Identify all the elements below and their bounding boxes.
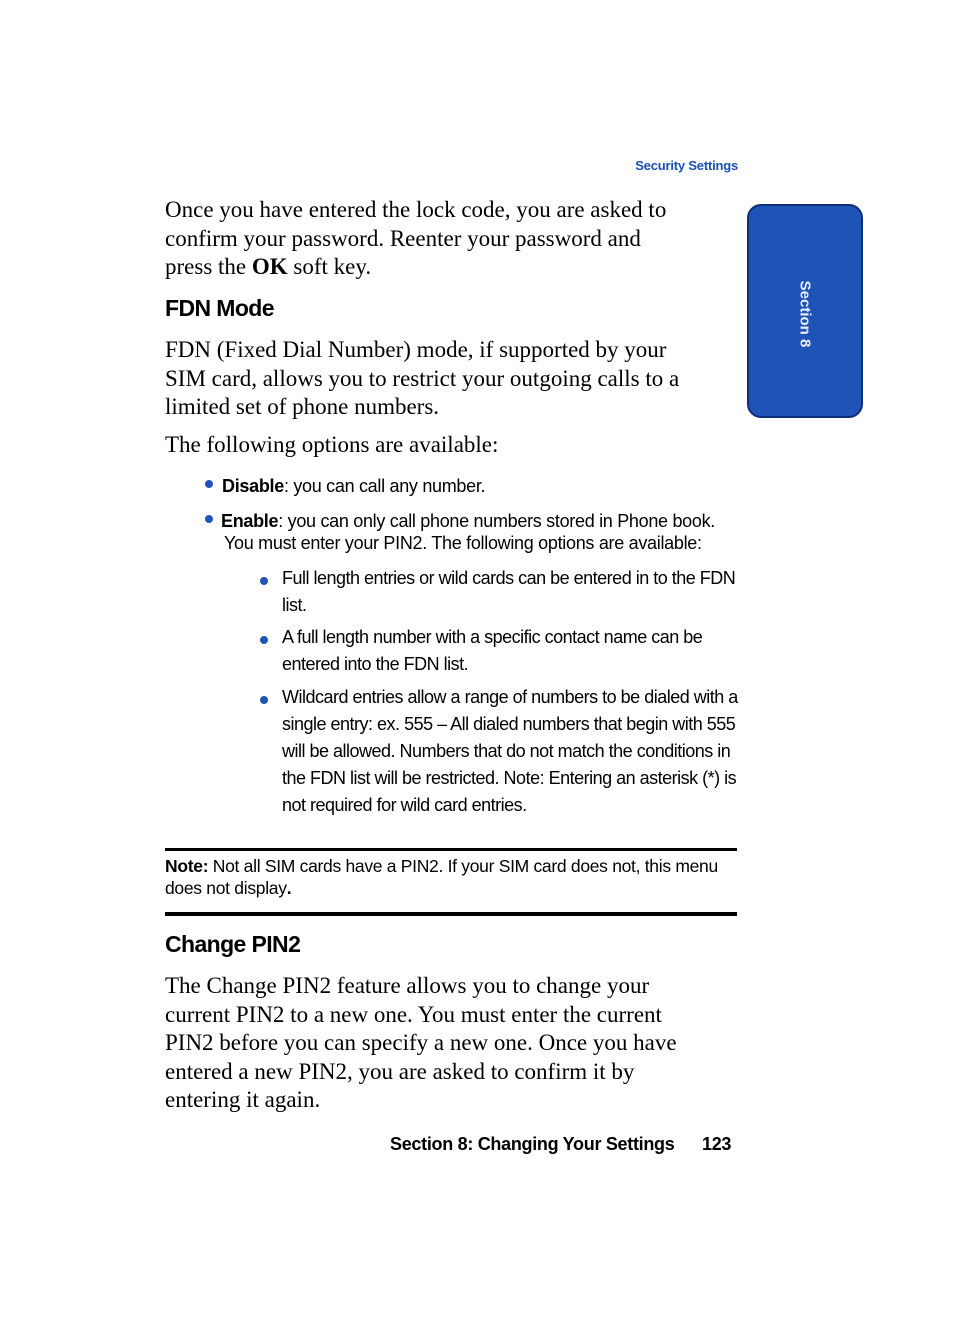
sub-item — [282, 624, 742, 678]
enable-line — [221, 510, 751, 532]
note-line — [165, 877, 737, 899]
sub-item — [282, 684, 742, 819]
sub-item — [282, 565, 742, 619]
footer-section-title: Section 8: Changing Your Settings — [390, 1134, 675, 1154]
enable-label: Enable — [221, 511, 279, 531]
bullet-icon — [205, 480, 213, 488]
sub-item-line: Full length entries or wild cards can be entered in to the FDN — [282, 568, 736, 588]
pin2-line: PIN2 before you can specify a new one. Once you have — [165, 1030, 677, 1055]
note-period: . — [286, 878, 292, 898]
sub-bullet-icon — [260, 636, 268, 644]
pin2-line: The Change PIN2 feature allows you to change your — [165, 973, 650, 998]
fdn-mode-heading: FDN Mode — [165, 295, 274, 321]
running-header: Security Settings — [635, 158, 738, 173]
fdn-line: FDN (Fixed Dial Number) mode, if supported by your — [165, 337, 667, 362]
note-label: Note: — [165, 856, 209, 876]
sub-item-line: entered into the FDN list. — [282, 654, 469, 674]
pin2-line: entered a new PIN2, you are asked to confirm it by — [165, 1058, 635, 1084]
section-tab-label: Section 8 — [796, 280, 814, 348]
section-tab — [747, 204, 863, 418]
intro-line: Once you have entered the lock code, you are asked to — [165, 197, 667, 222]
disable-option — [222, 475, 742, 497]
note-bottom-rule — [165, 912, 737, 916]
intro-text: soft key. — [287, 254, 372, 279]
note-line — [165, 855, 737, 877]
fdn-line: SIM card, allows you to restrict your outgoing calls to a — [165, 365, 680, 391]
note-text: Not all SIM cards have a PIN2. If your SIM card does not, this menu — [208, 856, 718, 876]
bullet-icon — [205, 515, 213, 523]
sub-item-line: Wildcard entries allow a range of numbers to be dialed with a — [282, 687, 738, 707]
enable-option — [221, 510, 751, 554]
pin2-line: entering it again. — [165, 1087, 321, 1112]
sub-item-line: the FDN list will be restricted. Note: Entering an asterisk (*) is — [282, 768, 737, 788]
intro-paragraph — [165, 196, 745, 282]
change-pin2-heading: Change PIN2 — [165, 931, 301, 957]
sub-item-line: single entry: ex. 555 – All dialed numbers that begin with 555 — [282, 714, 736, 734]
sub-item-line: will be allowed. Numbers that do not match the conditions in — [282, 741, 731, 761]
disable-text: : you can call any number. — [283, 476, 486, 496]
note-top-rule — [165, 848, 737, 851]
ok-key-label: OK — [251, 254, 288, 279]
sub-item-line: A full length number with a specific contact name can be — [282, 627, 703, 647]
fdn-line: limited set of phone numbers. — [165, 394, 440, 419]
note-text: does not display — [165, 878, 287, 898]
sub-bullet-icon — [260, 577, 268, 585]
enable-text: : you can only call phone numbers stored in Phone book. — [278, 511, 716, 531]
enable-line: You must enter your PIN2. The following options are available: — [224, 533, 702, 553]
page-number: 123 — [702, 1134, 732, 1154]
intro-line — [165, 253, 745, 282]
pin2-paragraph — [165, 972, 745, 1115]
pin2-line: current PIN2 to a new one. You must enter the current — [165, 1001, 662, 1027]
note-block — [165, 855, 737, 899]
sub-item-line: not required for wild card entries. — [282, 795, 527, 815]
intro-text: press the — [165, 254, 252, 279]
intro-line: confirm your password. Reenter your password and — [165, 225, 641, 251]
options-intro: The following options are available: — [165, 432, 499, 457]
disable-label: Disable — [222, 476, 284, 496]
fdn-paragraph — [165, 336, 745, 422]
sub-item-line: list. — [282, 595, 307, 615]
sub-bullet-icon — [260, 696, 268, 704]
